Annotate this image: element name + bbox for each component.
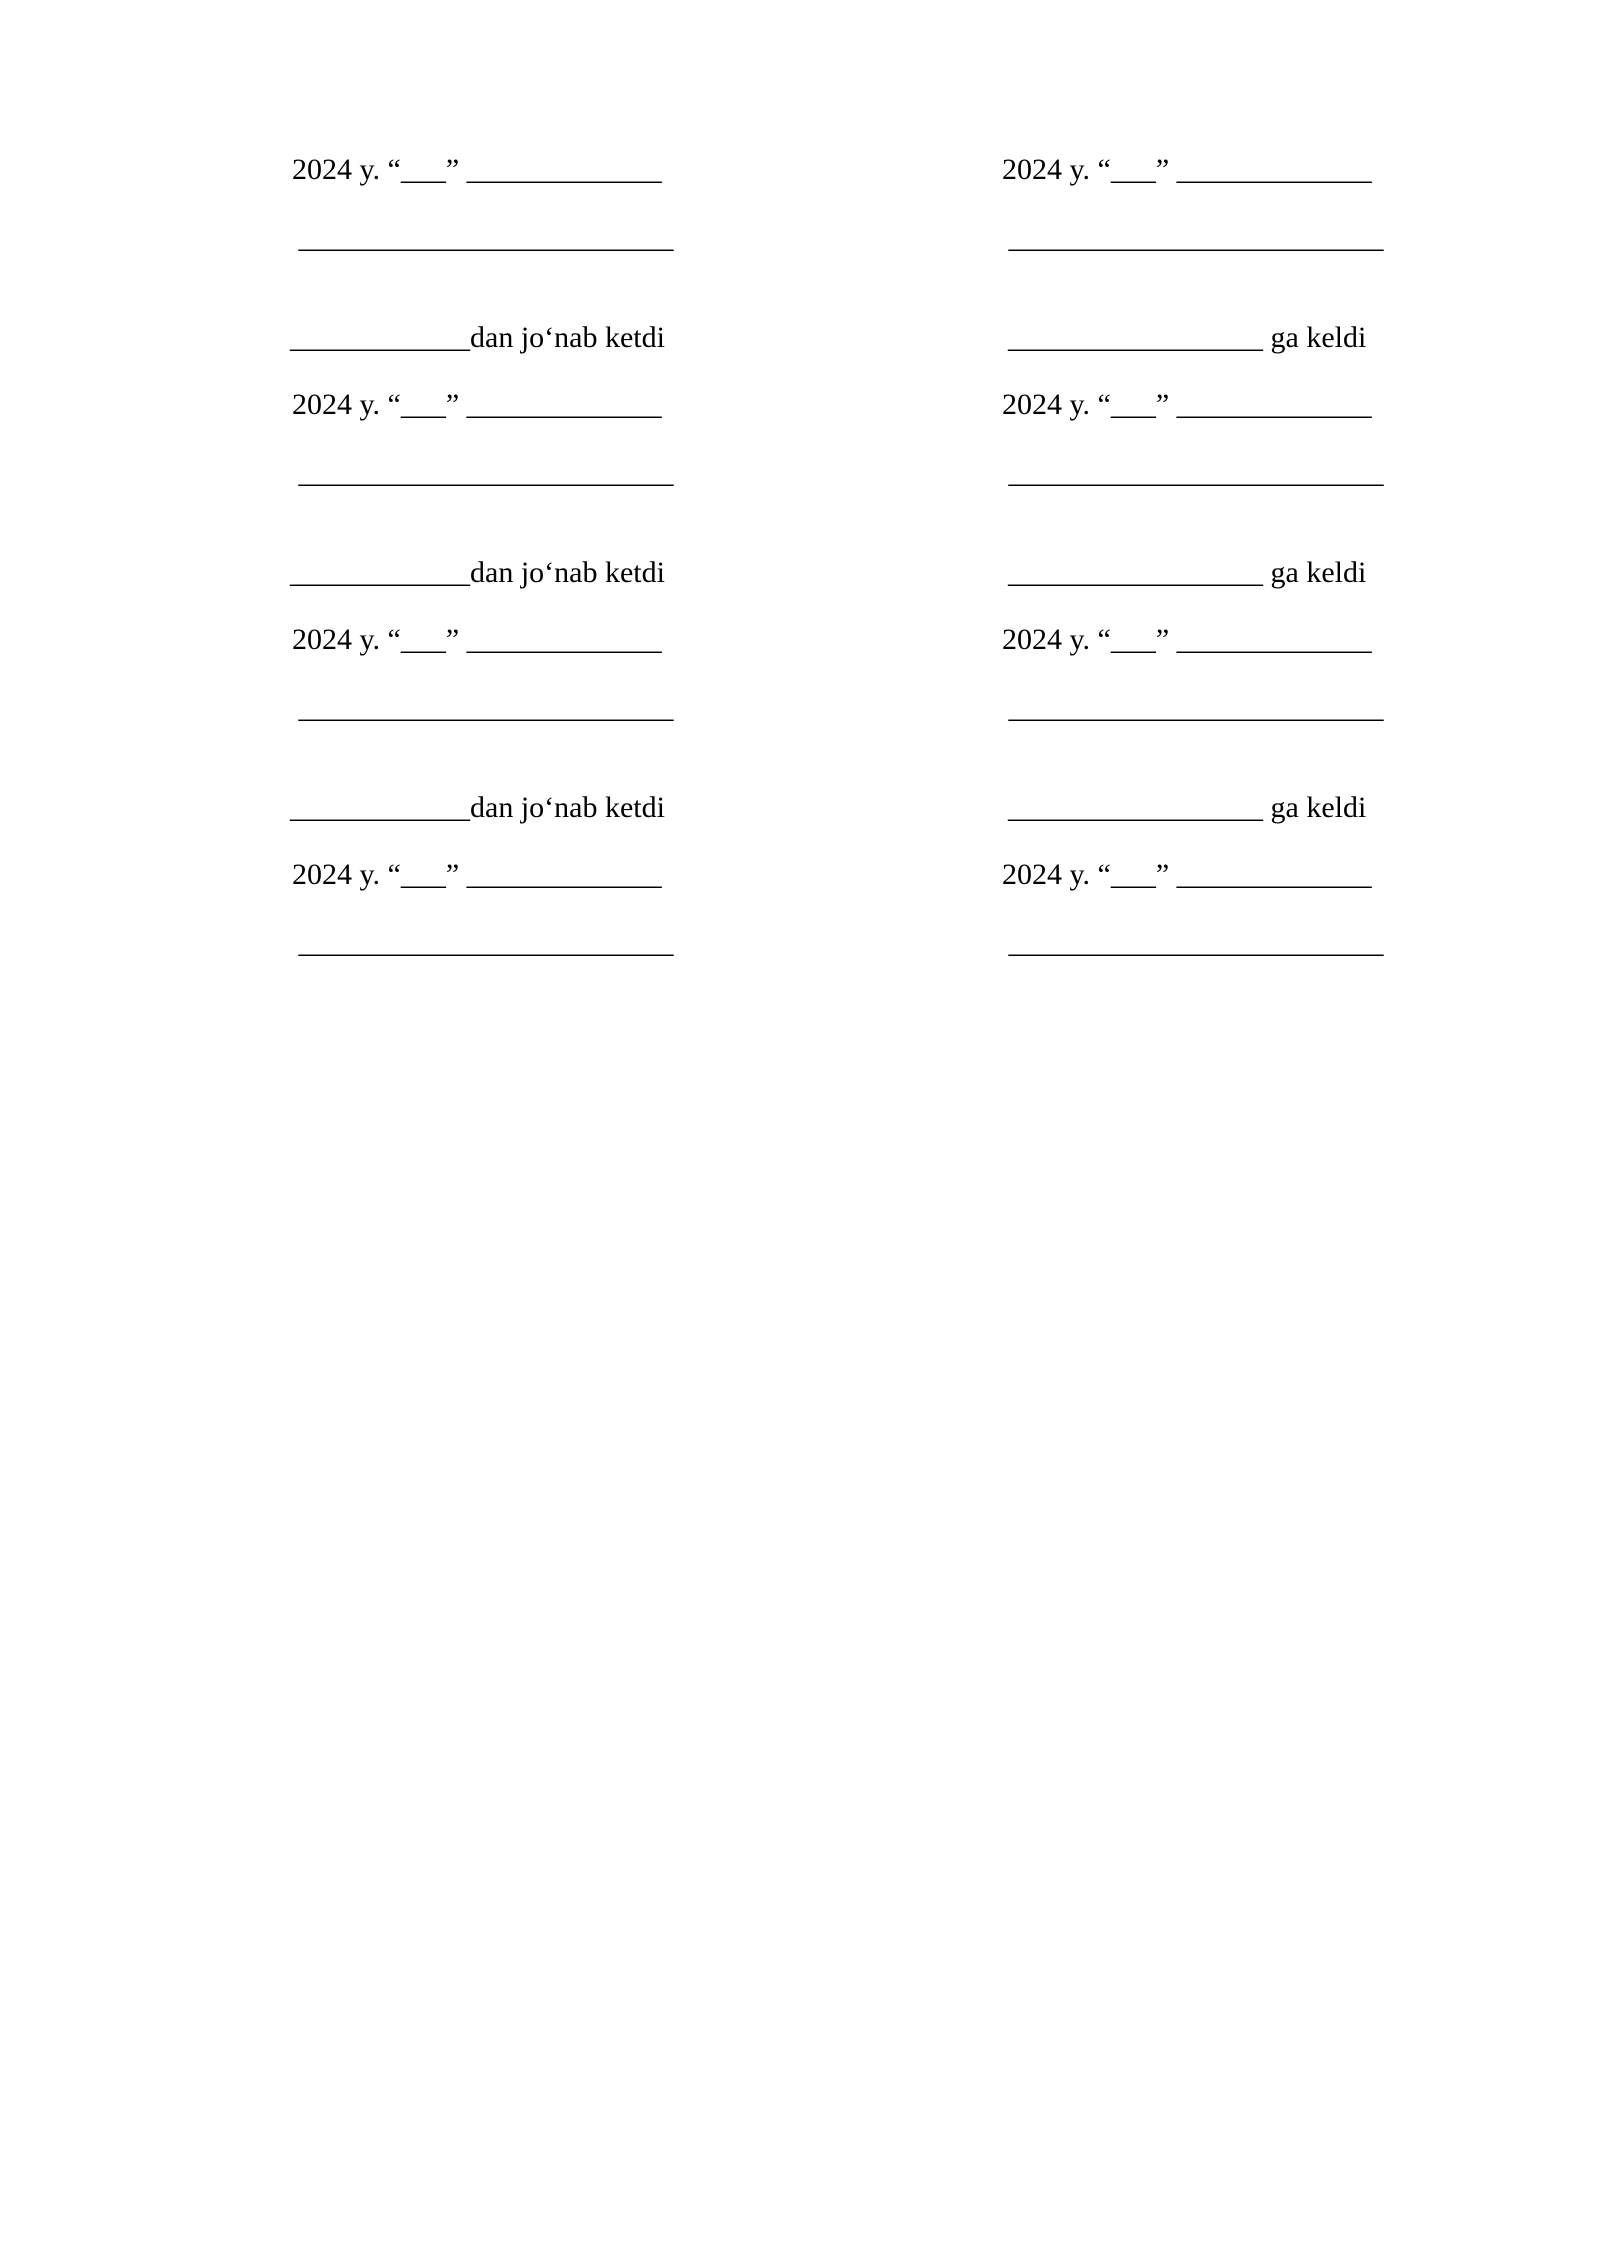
- right-signature-line-3: _________________________: [1008, 691, 1384, 724]
- left-date-line-1: 2024 y. “___” _____________: [292, 153, 662, 186]
- right-arrival-line-4: _________________ ga keldi: [1008, 791, 1367, 824]
- left-departure-line-2: ____________dan jo‘nab ketdi: [290, 321, 665, 354]
- right-date-line-4: 2024 y. “___” _____________: [1002, 858, 1372, 891]
- left-departure-line-4: ____________dan jo‘nab ketdi: [290, 791, 665, 824]
- left-signature-line-4: _________________________: [298, 926, 674, 959]
- right-signature-line-2: _________________________: [1008, 456, 1384, 489]
- right-arrival-line-2: _________________ ga keldi: [1008, 321, 1367, 354]
- left-date-line-2: 2024 y. “___” _____________: [292, 388, 662, 421]
- right-signature-line-1: _________________________: [1008, 221, 1384, 254]
- left-date-line-3: 2024 y. “___” _____________: [292, 623, 662, 656]
- left-date-line-4: 2024 y. “___” _____________: [292, 858, 662, 891]
- right-arrival-line-3: _________________ ga keldi: [1008, 556, 1367, 589]
- right-date-line-2: 2024 y. “___” _____________: [1002, 388, 1372, 421]
- right-signature-line-4: _________________________: [1008, 926, 1384, 959]
- right-date-line-1: 2024 y. “___” _____________: [1002, 153, 1372, 186]
- left-signature-line-3: _________________________: [298, 691, 674, 724]
- right-date-line-3: 2024 y. “___” _____________: [1002, 623, 1372, 656]
- left-signature-line-2: _________________________: [298, 456, 674, 489]
- left-departure-line-3: ____________dan jo‘nab ketdi: [290, 556, 665, 589]
- left-signature-line-1: _________________________: [298, 221, 674, 254]
